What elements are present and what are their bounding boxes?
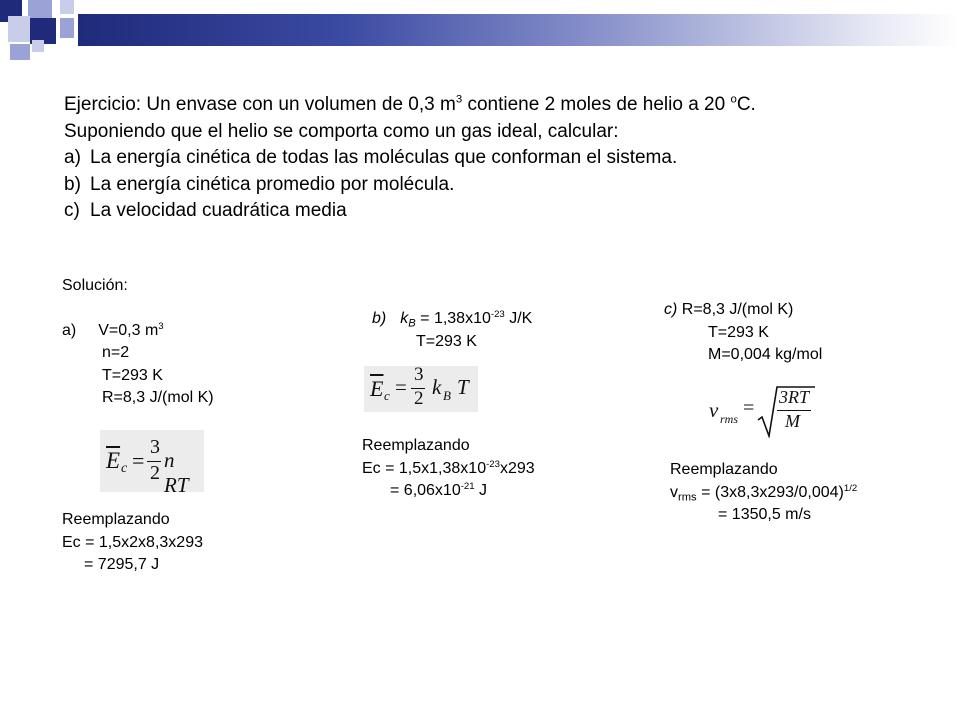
solution-b <box>372 308 532 353</box>
problem-item-a: a) La energía cinética de todas las moléculas que conforman el sistema. <box>64 147 678 168</box>
solution-b-replacing: Reemplazando $Ec = 1,5x1,38x10^{-23}x293$ = $6,06x10^{-21}$ J <box>362 435 535 503</box>
solution-b-temperature: T=293 K <box>416 332 477 350</box>
solution-a-replacing: Reemplazando Ec = 1,5x2x8,3x293 = 7295,7 J <box>62 509 203 577</box>
solution-a-volume: a) V=0,3 $m^3$ <box>62 320 164 339</box>
problem-line-1: Ejercicio: Un envase con un volumen de 0,3 $m^3$ contiene 2 moles de helio a 20 $^o$C. <box>64 93 756 115</box>
formula-rms-velocity: v rms = 3RT M <box>705 384 815 440</box>
solution-c-gas-constant: c) R=8,3 J/(mol K) <box>664 301 794 318</box>
decor-square-6 <box>60 18 74 38</box>
solution-b-boltzmann: b) $k_B = 1,38x10^{-23}$ J/K <box>372 308 533 330</box>
solution-a-moles: n=2 <box>102 344 130 362</box>
solution-c <box>664 299 822 367</box>
decor-square-3 <box>60 0 74 14</box>
header-gradient-bar <box>78 14 960 46</box>
solution-b-calc-2: = $6,06x10^{-21}$ J <box>390 480 488 500</box>
problem-statement <box>64 92 924 225</box>
solution-a-temperature: T=293 K <box>102 366 163 384</box>
formula-kinetic-energy-molecule: $\overline{E}$ c = 3 2 k B T <box>364 366 478 412</box>
solution-a-gas-constant: R=8,3 J/(mol K) <box>102 389 214 407</box>
solution-c-calc-1: $v_{rms} = (3x8,3x293/0,004)^{1/2}$ <box>670 482 858 503</box>
solution-a-calc-2: = 7295,7 J <box>84 556 160 574</box>
problem-item-b: b) La energía cinética promedio por molécula. <box>64 173 455 195</box>
solution-b-calc-1: $Ec = 1,5x1,38x10^{-23}x293$ <box>362 458 535 477</box>
decor-square-4 <box>8 16 30 42</box>
problem-line-2: Suponiendo que el helio se comporta como un gas ideal, calcular: <box>64 120 619 142</box>
solution-c-replacing: Reemplazando $v_{rms} = (3x8,3x293/0,004)^{1/2}$ = 1350,5 m/s <box>670 459 857 527</box>
decor-square-7 <box>10 44 30 60</box>
solution-c-calc-2: = 1350,5 m/s <box>718 506 811 524</box>
solution-a <box>62 275 214 410</box>
formula-kinetic-energy-total: $\overline{E}$ c = 3 2 n RT <box>100 430 204 492</box>
decor-square-8 <box>32 40 44 52</box>
solution-c-temperature: T=293 K <box>708 323 769 341</box>
solution-a-calc-1: Ec = 1,5x2x8,3x293 <box>62 533 203 551</box>
solution-title: Solución: <box>62 277 128 294</box>
problem-item-c: c) La velocidad cuadrática media <box>64 200 347 221</box>
solution-c-molar-mass: M=0,004 kg/mol <box>708 346 823 364</box>
